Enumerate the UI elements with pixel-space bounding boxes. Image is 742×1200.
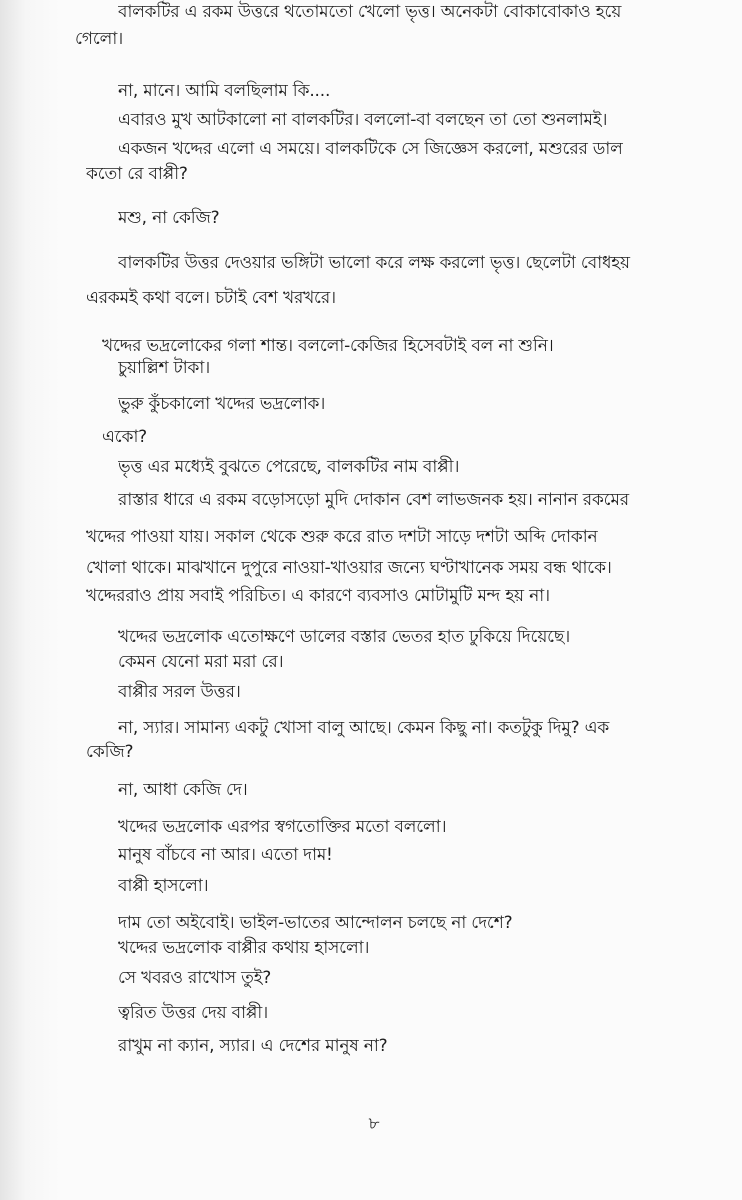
text-line: কেজি? (86, 742, 134, 762)
text-line: বাপ্পী হাসলো। (118, 876, 209, 896)
text-line: রাস্তার ধারে এ রকম বড়োসড়ো মুদি দোকান বেশ লাভজনক হয়। নানান রকমের (118, 490, 629, 510)
text-line: ত্বরিত উত্তর দেয় বাপ্পী। (118, 1003, 268, 1023)
text-line: কতো রে বাপ্পী? (86, 164, 188, 184)
text-line: খদ্দের ভদ্রলোক বাপ্পীর কথায় হাসলো। (118, 938, 370, 958)
text-line: একো? (102, 427, 148, 447)
text-line: কেমন যেনো মরা মরা রে। (118, 652, 284, 672)
text-line: মশু, না কেজি? (118, 208, 220, 228)
text-line: একজন খদ্দের এলো এ সময়ে। বালকটিকে সে জিজ্ঞেস করলো, মশুরের ডাল (118, 139, 623, 159)
text-line: এরকমই কথা বলে। চটাই বেশ খরখরে। (86, 288, 336, 308)
page-number: ৮ (368, 1114, 380, 1134)
text-line: না, আধা কেজি দে। (118, 780, 248, 800)
text-line: খদ্দের ভদ্রলোক এতোক্ষণে ডালের বস্তার ভেতর হাত ঢুকিয়ে দিয়েছে। (118, 627, 570, 647)
text-line: না, মানে। আমি বলছিলাম কি.... (118, 81, 331, 101)
text-line: দাম তো অইবোই। ভাইল-ভাতের আন্দোলন চলছে না দেশে? (118, 913, 513, 933)
text-line: খদ্দেররাও প্রায় সবাই পরিচিত। এ কারণে ব্যবসাও মোটামুটি মন্দ হয় না। (86, 586, 550, 606)
text-line: রাখুম না ক্যান, স্যার। এ দেশের মানুষ না? (118, 1036, 388, 1056)
text-line: গেলো। (75, 29, 123, 49)
text-line: সে খবরও রাখোস তুই? (118, 968, 272, 988)
text-line: এবারও মুখ আটকালো না বালকটির। বললো-বা বলছেন তা তো শুনলামই। (118, 110, 608, 130)
text-line: ভৃত্ত এর মধ্যেই বুঝতে পেরেছে, বালকটির নাম বাপ্পী। (118, 457, 460, 477)
text-line: বাপ্পীর সরল উত্তর। (118, 682, 241, 702)
text-line: মানুষ বাঁচবে না আর। এতো দাম! (118, 845, 333, 865)
text-line: খদ্দের পাওয়া যায়। সকাল থেকে শুরু করে রাত দশটা সাড়ে দশটা অব্দি দোকান (86, 527, 598, 547)
text-line: না, স্যার। সামান্য একটু খোসা বালু আছে। কেমন কিছু না। কতটুকু দিমু? এক (118, 718, 610, 738)
text-line: বালকটির এ রকম উত্তরে থতোমতো খেলো ভৃত্ত। অনেকটা বোকাবোকাও হয়ে (118, 2, 622, 22)
text-line: ভুরু কুঁচকালো খদ্দের ভদ্রলোক। (118, 394, 326, 414)
text-line: খদ্দের ভদ্রলোক এরপর স্বগতোক্তির মতো বললো। (118, 817, 447, 837)
text-line: খোলা থাকে। মাঝখানে দুপুরে নাওয়া-খাওয়ার জন্যে ঘণ্টাখানেক সময় বন্ধ থাকে। (86, 558, 612, 578)
text-line: বালকটির উত্তর দেওয়ার ভঙ্গিটা ভালো করে লক্ষ করলো ভৃত্ত। ছেলেটা বোধহয় (118, 253, 630, 273)
text-line: চুয়াল্লিশ টাকা। (118, 358, 211, 378)
text-line: খদ্দের ভদ্রলোকের গলা শান্ত। বললো-কেজির হিসেবটাই বল না শুনি। (102, 336, 554, 356)
